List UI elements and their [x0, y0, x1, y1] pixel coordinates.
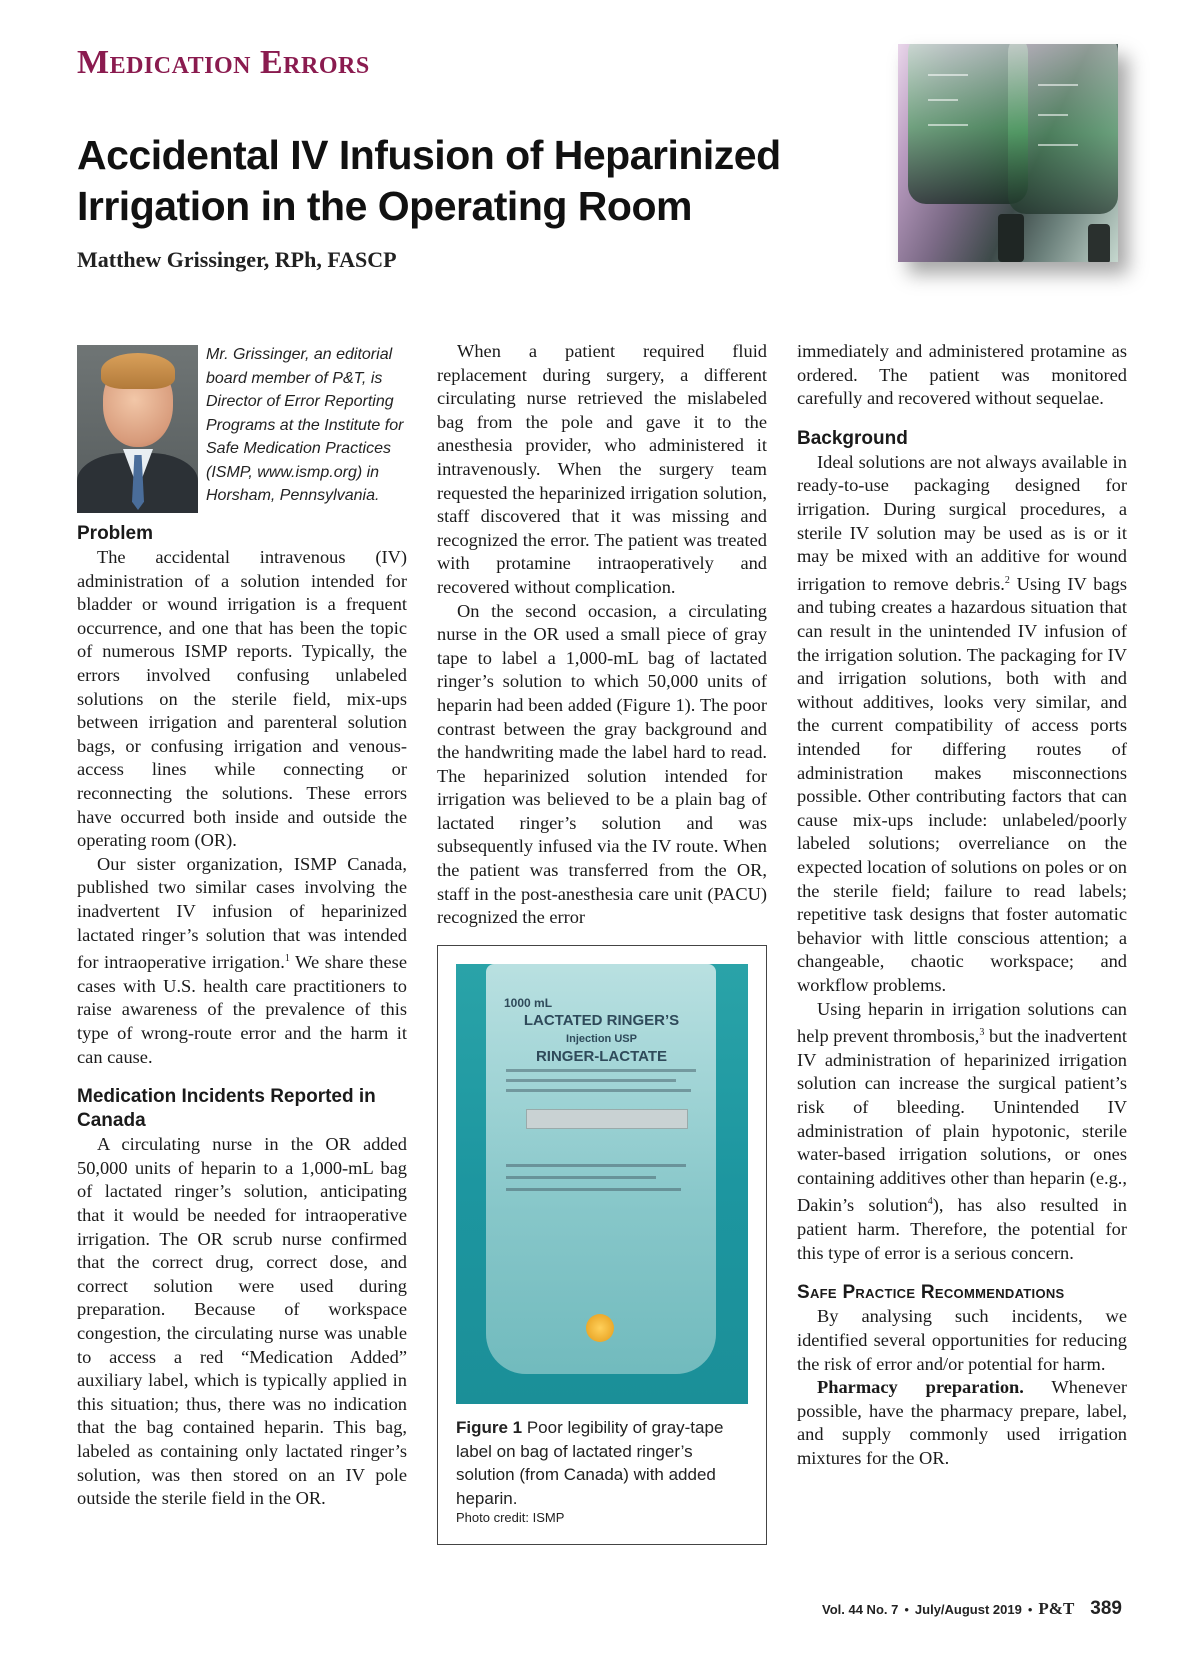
paragraph: The accidental intravenous (IV) administration of a solution intended for bladder or wound irrigation is a frequent occurrence, and one that has been the topic of numerous ISMP reports. Typically, the errors involved confusing unlabeled solutions on the sterile field, mix-ups between irrigation and parenteral solution bags, or confusing irrigation and venous-access lines while connecting or reconnecting the solutions. These errors have occurred both inside and outside the operating room (OR). [77, 547, 407, 851]
heading-safe-practice: Safe Practice Recommendations [797, 1282, 1065, 1304]
heading-background: Background [797, 427, 908, 449]
author-photo [77, 345, 198, 513]
figure-caption: Figure 1 Poor legibility of gray-tape label on bag of lactated ringer’s solution (from Canada) with added heparin. [456, 1418, 724, 1508]
page-number: 389 [1090, 1598, 1122, 1619]
author-byline: Matthew Grissinger, RPh, FASCP [77, 247, 397, 272]
paragraph: Ideal solutions are not always available in ready-to-use packaging designed for irrigation. During surgical procedures, a sterile IV solution may be used as is or it may be mixed with an additive for wound irrigation to remove debris.$^2$ Using IV bags and tubing creates a hazardous situation that can result in the unintended IV infusion of the irrigation solution. The packaging for IV and irrigation solutions, both with and without additives, looks very similar, and the current compatibility of access ports intended for differing routes of administration makes misconnections possible. Other contributing factors that can cause mix-ups include: unlabeled/poorly labeled solutions; overreliance on the expected location of solutions on poles or on the sterile field; failure to read labels; repetitive task designs that foster automatic behavior with little conscious attention; a changeable, chaotic workspace; and workflow problems. [797, 451, 1127, 995]
column-3 [797, 340, 1127, 1471]
paragraph: Pharmacy preparation. Whenever possible, have the pharmacy prepare, label, and supply commonly used irrigation mixtures for the OR. [797, 1377, 1127, 1468]
paragraph: Using heparin in irrigation solutions can help prevent thrombosis,$^3$ but the inadvertent IV administration of heparinized irrigation solution can increase the surgical patient’s risk of bleeding. Unintended IV administration of plain hypotonic, sterile water-based irrigation solutions, or ones containing additives other than heparin (e.g., Dakin’s solution$^4$), has also resulted in patient harm. Therefore, the potential for this type of error is a serious concern. [797, 998, 1127, 1263]
author-bio: Mr. Grissinger, an editorial board member of P&T, is Director of Error Reporting Programs at the Institute for Safe Medication Practices (ISMP, www.ismp.org) in Horsham, Pennsylvania. [206, 346, 404, 504]
separator: • [904, 1602, 909, 1617]
paragraph: Our sister organization, ISMP Canada, published two similar cases involving the inadvertent IV infusion of heparinized lactated ringer’s solution that was intended for intraoperative irrigation.$^1$ We share these cases with U.S. health care practitioners to raise awareness of the prevalence of this type of wrong-route error and the harm it can cause. [77, 853, 407, 1067]
heading-medication-incidents: Medication Incidents Reported in Canada [77, 1086, 376, 1132]
volume-info: Vol. 44 No. 7 [822, 1602, 899, 1617]
issue-date: July/August 2019 [914, 1602, 1022, 1617]
page-footer [822, 1598, 1122, 1620]
gray-tape-label [526, 1109, 688, 1129]
photo-credit: Photo credit: ISMP [456, 1510, 565, 1525]
column-1 [77, 522, 407, 1511]
section-label: Medication Errors [77, 44, 370, 81]
heading-problem: Problem [77, 523, 154, 544]
iv-bag-photo: 1000 mL LACTATED RINGER’S Injection USP RINGER-LACTATE [456, 964, 748, 1404]
paragraph: immediately and administered protamine as ordered. The patient was monitored carefully and recovered without sequelae. [797, 341, 1127, 409]
paragraph: When a patient required fluid replacement during surgery, a different circulating nurse retrieved the mislabeled bag from the pole and gave it to the anesthesia provider, who administered it intravenously. When the surgery team requested the heparinized irrigation solution, staff discovered that it was missing and recognized the error. The patient was treated with protamine intraoperatively and recovered without complication. [437, 341, 767, 597]
paragraph: On the second occasion, a circulating nurse in the OR used a small piece of gray tape to label a 1,000-mL bag of lactated ringer’s solution to which 50,000 units of heparin had been added (Figure 1). The poor contrast between the gray background and the handwriting made the label hard to read. The heparinized solution intended for irrigation was believed to be a plain bag of lactated ringer’s solution and was subsequently infused via the IV route. When the patient was transferred from the OR, staff in the post-anesthesia care unit (PACU) recognized the error [437, 600, 767, 928]
journal-name: P&T [1038, 1599, 1075, 1618]
article-title: Accidental IV Infusion of Heparinized Irrigation in the Operating Room [77, 132, 781, 229]
paragraph: A circulating nurse in the OR added 50,000 units of heparin to a 1,000-mL bag of lactated ringer’s solution, anticipating that it would be needed for intraoperative irrigation. The OR scrub nurse confirmed that the correct drug, correct dose, and correct solution were used during preparation. Because of workspace congestion, the circulating nurse was unable to access a red “Medication Added” auxiliary label, which is typically applied in this situation; thus, there was no indication that the bag contained heparin. This bag, labeled as containing only lactated ringer’s solution, was then stored on an IV pole outside the sterile field in the OR. [77, 1134, 407, 1509]
injection-port [586, 1314, 614, 1342]
figure-1 [437, 945, 767, 1545]
separator: • [1027, 1602, 1033, 1617]
iv-bags-hero-image [898, 44, 1118, 262]
column-2 [437, 340, 767, 930]
paragraph: By analysing such incidents, we identified several opportunities for reducing the risk of error and/or potential for harm. [797, 1306, 1127, 1374]
